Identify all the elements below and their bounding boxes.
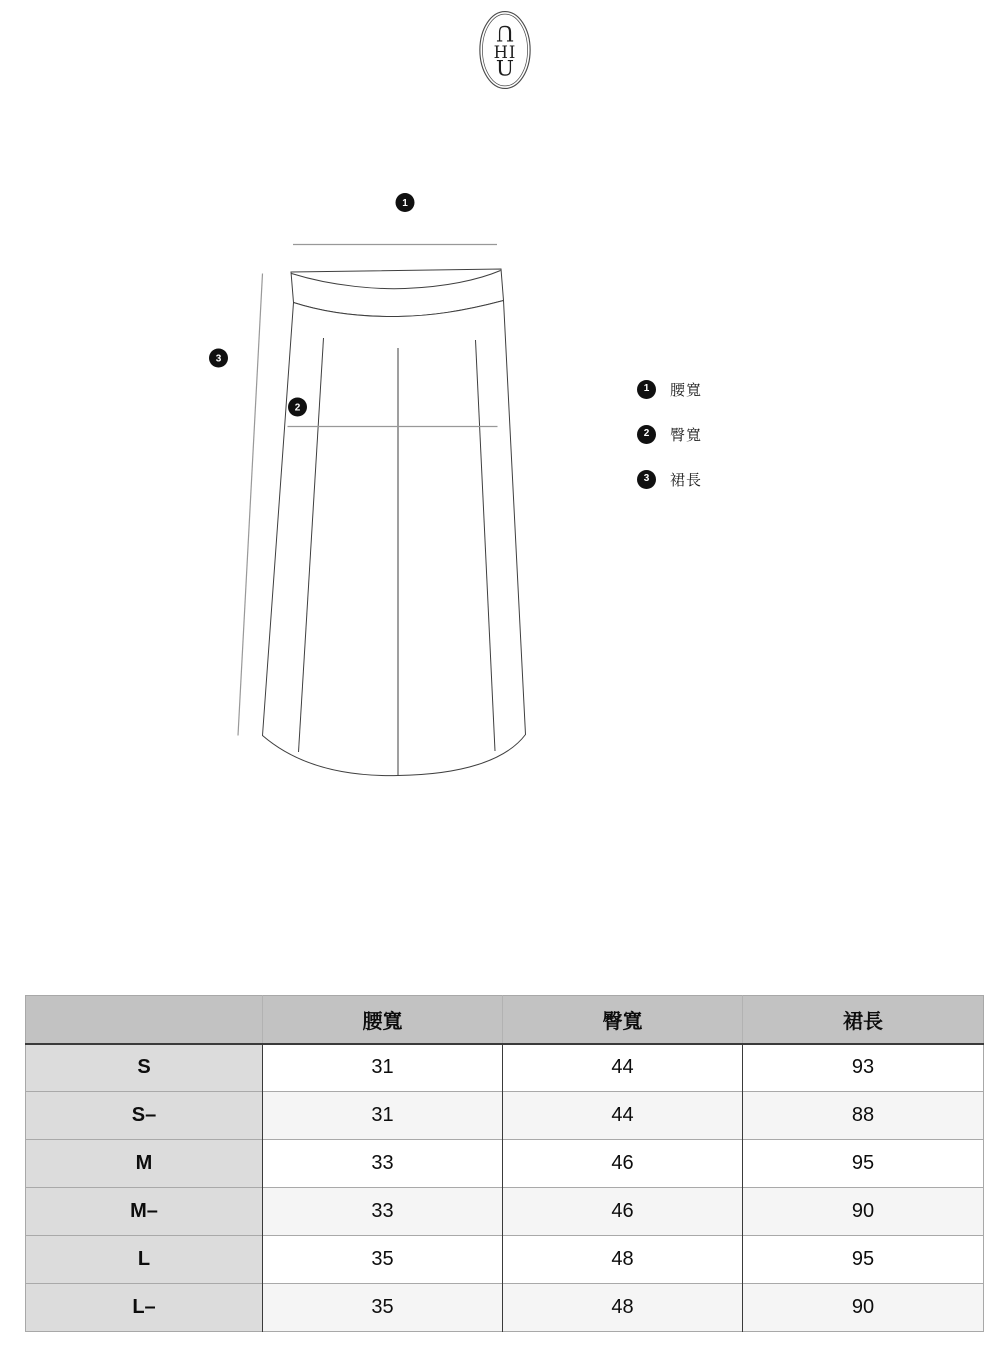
legend-label-hip: 臀寬 [670, 426, 703, 444]
marker-2-badge: 2 [637, 425, 656, 444]
waist-value: 33 [263, 1188, 503, 1236]
skirt-diagram [190, 180, 570, 800]
size-label: S– [26, 1092, 263, 1140]
length-value: 93 [743, 1044, 984, 1092]
marker-3-number: 3 [215, 353, 222, 365]
monogram-middle-letters: HI [493, 43, 517, 63]
table-row-l-minus [26, 1284, 984, 1332]
monogram-bottom-letter: U [495, 56, 515, 82]
marker-3-badge: 3 [637, 470, 656, 489]
length-measure-line [238, 274, 263, 736]
legend-item-hip [637, 425, 702, 443]
length-value: 95 [743, 1140, 984, 1188]
legend-label-length: 裙長 [670, 471, 703, 489]
size-label: L [26, 1236, 263, 1284]
marker-2 [288, 398, 307, 417]
marker-1 [396, 193, 415, 212]
legend-item-waist [637, 380, 702, 398]
hip-value: 48 [503, 1236, 743, 1284]
length-value: 95 [743, 1236, 984, 1284]
table-row-s-minus [26, 1092, 984, 1140]
hip-value: 44 [503, 1044, 743, 1092]
brand-logo [477, 10, 533, 90]
hip-column-header: 臀寬 [503, 996, 743, 1044]
hip-value: 48 [503, 1284, 743, 1332]
size-table-header-row [26, 996, 984, 1044]
waist-value: 31 [263, 1092, 503, 1140]
size-label: M– [26, 1188, 263, 1236]
brand-monogram-icon [477, 10, 533, 90]
table-row-l [26, 1236, 984, 1284]
size-label: S [26, 1044, 263, 1092]
hip-value: 46 [503, 1140, 743, 1188]
monogram-top-letter: U [495, 19, 515, 45]
size-label: M [26, 1140, 263, 1188]
legend-item-length [637, 470, 702, 488]
size-label: L– [26, 1284, 263, 1332]
length-value: 90 [743, 1284, 984, 1332]
marker-2-number: 2 [294, 402, 301, 414]
hip-value: 44 [503, 1092, 743, 1140]
table-row-m [26, 1140, 984, 1188]
waist-value: 31 [263, 1044, 503, 1092]
skirt-outline [263, 269, 526, 776]
table-row-m-minus [26, 1188, 984, 1236]
length-value: 90 [743, 1188, 984, 1236]
waist-column-header: 腰寬 [263, 996, 503, 1044]
length-value: 88 [743, 1092, 984, 1140]
length-column-header: 裙長 [743, 996, 984, 1044]
marker-1-number: 1 [402, 198, 408, 209]
waist-value: 35 [263, 1284, 503, 1332]
marker-1-badge: 1 [637, 380, 656, 399]
table-row-s [26, 1044, 984, 1092]
waist-value: 35 [263, 1236, 503, 1284]
legend-label-waist: 腰寬 [670, 381, 703, 399]
hip-value: 46 [503, 1188, 743, 1236]
skirt-body [263, 301, 526, 776]
marker-3 [209, 349, 228, 368]
waist-value: 33 [263, 1140, 503, 1188]
size-column-header [26, 996, 263, 1044]
size-table [25, 995, 984, 1332]
measurement-legend [637, 380, 702, 515]
